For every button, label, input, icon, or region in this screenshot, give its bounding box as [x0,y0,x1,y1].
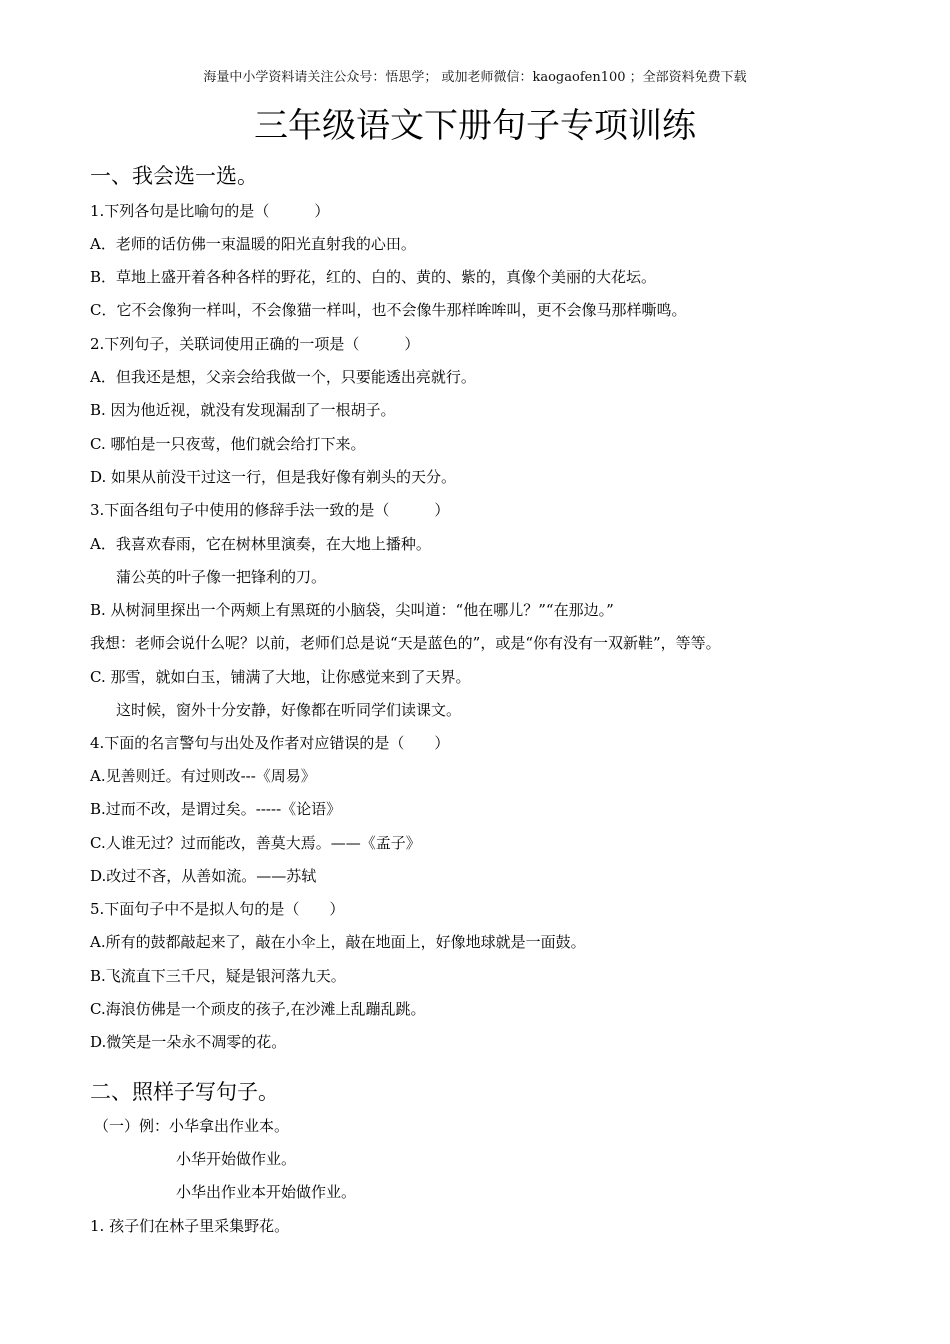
question-5: 5.下面句子中不是拟人句的是（ ） [90,900,345,918]
option-5a: A.所有的鼓都敲起来了，敲在小伞上，敲在地面上，好像地球就是一面鼓。 [90,933,586,951]
example-line-2: 小华开始做作业。 [176,1150,297,1168]
question-1: 1.下列各句是比喻句的是（ ） [90,202,330,220]
option-3c-line2: 这时候，窗外十分安静，好像都在听同学们读课文。 [116,701,462,719]
option-5b: B.飞流直下三千尺，疑是银河落九天。 [90,967,346,985]
option-4d: D.改过不吝，从善如流。——苏轼 [90,867,317,885]
section-heading-2: 二、照样子写句子。 [90,1080,279,1104]
option-5c: C.海浪仿佛是一个顽皮的孩子,在沙滩上乱蹦乱跳。 [90,1000,426,1018]
option-4c: C.人谁无过？过而能改，善莫大焉。——《孟子》 [90,834,421,852]
question-3: 3.下面各组句子中使用的修辞手法一致的是（ ） [90,501,450,519]
section-heading-1: 一、我会选一选。 [90,164,258,188]
option-2d: D. 如果从前没干过这一行，但是我好像有剃头的天分。 [90,468,457,486]
option-1b: B．草地上盛开着各种各样的野花，红的、白的、黄的、紫的，真像个美丽的大花坛。 [90,268,657,286]
option-3b: B. 从树洞里探出一个两颊上有黑斑的小脑袋，尖叫道：“他在哪儿？”“在那边。” [90,601,614,619]
option-3a: A．我喜欢春雨，它在树林里演奏，在大地上播种。 [90,535,431,553]
option-3b-line2: 我想：老师会说什么呢？以前，老师们总是说“天是蓝色的”，或是“你有没有一双新鞋”，等等。 [90,634,721,652]
option-3a-line2: 蒲公英的叶子像一把锋利的刀。 [116,568,327,586]
page-title: 三年级语文下册句子专项训练 [254,106,696,146]
option-1a: A．老师的话仿佛一束温暖的阳光直射我的心田。 [90,235,416,253]
page-header: 海量中小学资料请关注公众号：悟思学； 或加老师微信：kaogaofen100 ；全部资料免费下载 [203,70,747,85]
option-1c: C．它不会像狗一样叫，不会像猫一样叫，也不会像牛那样哞哞叫，更不会像马那样嘶鸣。 [90,301,687,319]
option-4a: A.见善则迁。有过则改---《周易》 [90,767,316,785]
option-5d: D.微笑是一朵永不凋零的花。 [90,1033,287,1051]
option-2b: B. 因为他近视，就没有发现漏刮了一根胡子。 [90,401,396,419]
question-2: 2.下列句子，关联词使用正确的一项是（ ） [90,335,420,353]
question-4: 4.下面的名言警句与出处及作者对应错误的是（ ） [90,734,450,752]
option-2a: A．但我还是想，父亲会给我做一个，只要能透出亮就行。 [90,368,476,386]
option-4b: B.过而不改，是谓过矣。-----《论语》 [90,800,342,818]
option-2c: C. 哪怕是一只夜莺，他们就会给打下来。 [90,435,366,453]
example-line-1: （一）例：小华拿出作业本。 [94,1117,290,1135]
example-line-3: 小华出作业本开始做作业。 [176,1183,357,1201]
exercise-1: 1. 孩子们在林子里采集野花。 [90,1217,290,1235]
option-3c: C. 那雪，就如白玉，铺满了大地，让你感觉来到了天界。 [90,668,471,686]
